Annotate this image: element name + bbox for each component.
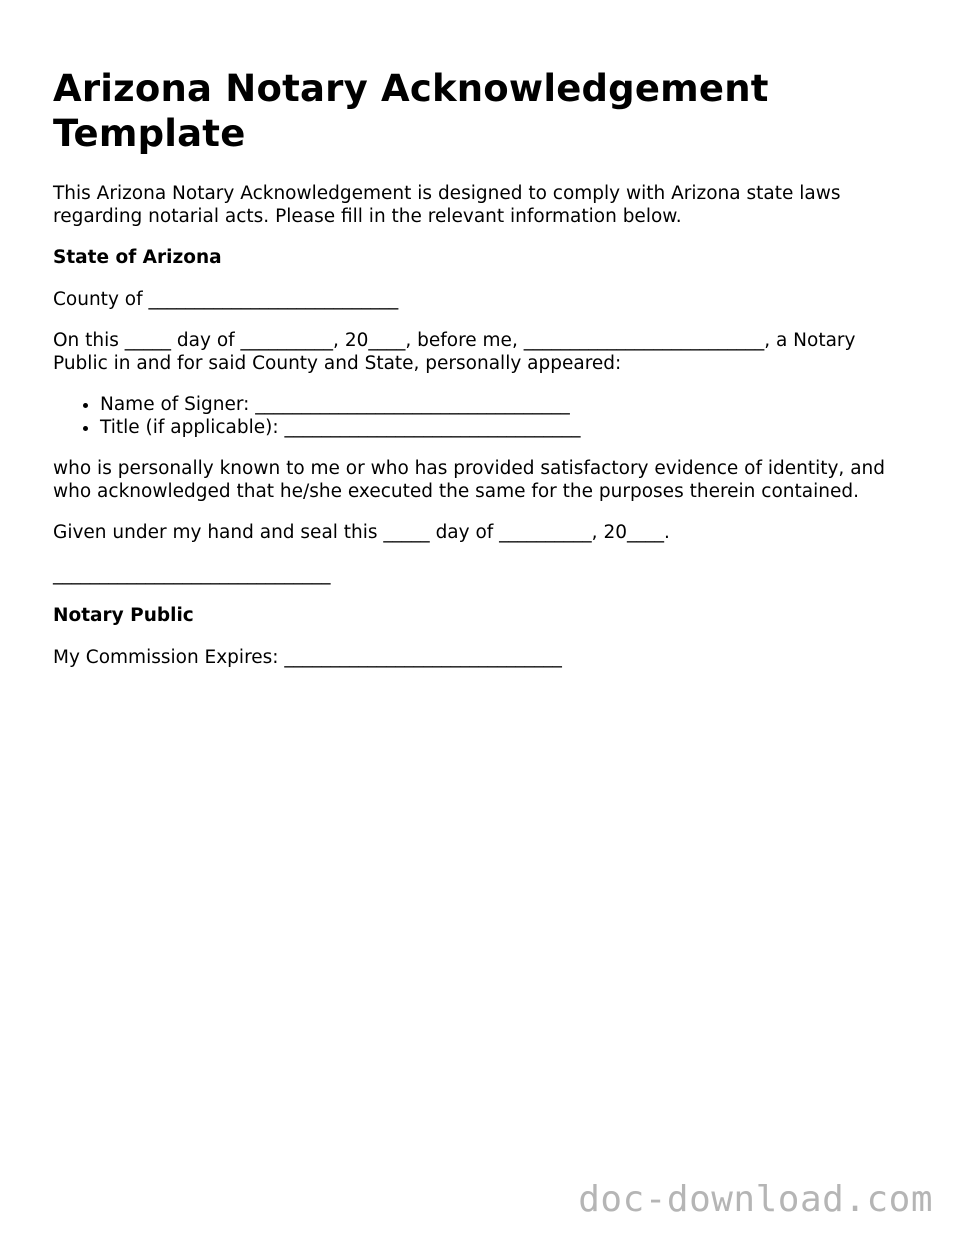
document-page [53, 66, 913, 669]
document-title: Arizona Notary Acknowledgement Template [53, 67, 769, 155]
notary-public-heading: Notary Public [53, 605, 194, 626]
acknowledgement-paragraph: who is personally known to me or who has provided satisfactory evidence of identity, and who acknowledged that he/she executed the same for the purposes therein contained. [53, 458, 885, 502]
list-item-title: • Title (if applicable): ________________________________ [100, 417, 913, 440]
list-item-name-of-signer: • Name of Signer: __________________________________ [100, 394, 913, 417]
intro-paragraph: This Arizona Notary Acknowledgement is designed to comply with Arizona state laws regarding notarial acts. Please fill in the relevant information below. [53, 183, 841, 227]
appeared-paragraph: On this _____ day of __________, 20____, before me, __________________________, a Notary Public in and for said County and State, personally appeared: [53, 330, 856, 374]
signature-line: ______________________________ [53, 563, 331, 585]
state-heading: State of Arizona [53, 247, 222, 268]
watermark: doc-download.com [578, 1179, 933, 1220]
county-line: County of ___________________________ [53, 288, 399, 310]
given-under-hand-line: Given under my hand and seal this _____ day of __________, 20____. [53, 522, 670, 543]
signer-list [53, 394, 913, 439]
commission-expires-line: My Commission Expires: ______________________________ [53, 646, 562, 668]
